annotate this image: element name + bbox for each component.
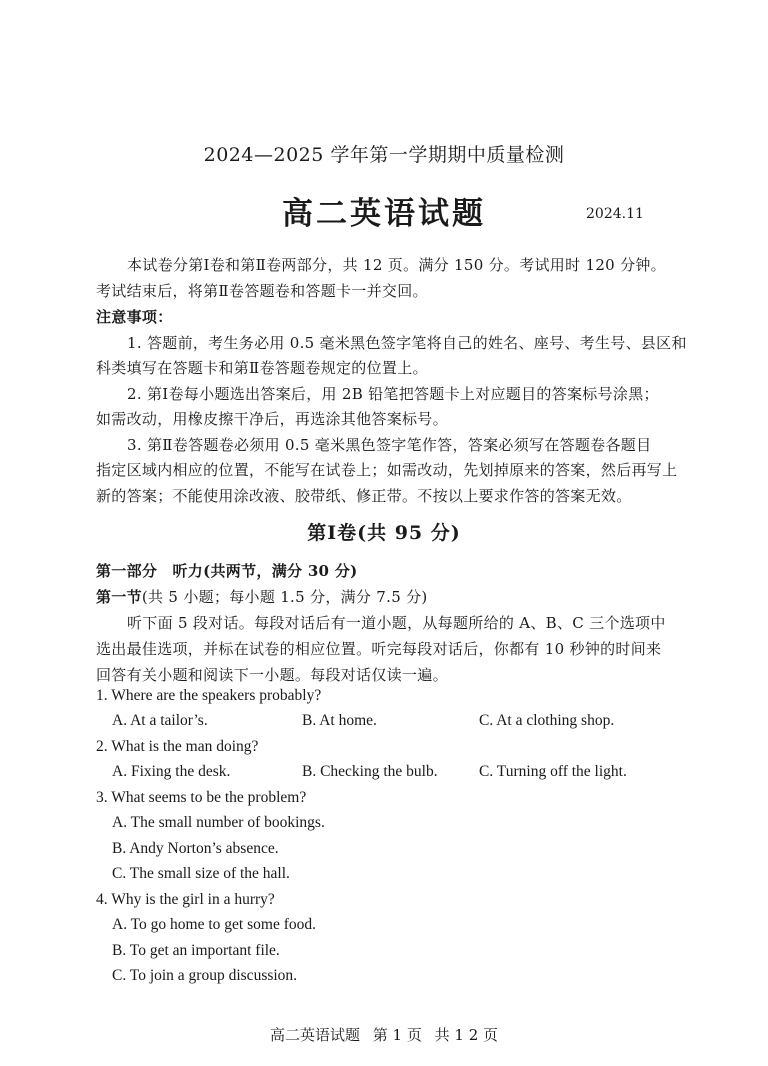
note-line: 新的答案；不能使用涂改液、胶带纸、修正带。不按以上要求作答的答案无效。 bbox=[96, 487, 632, 505]
directions-line: 听下面 5 段对话。每段对话后有一道小题，从每题所给的 A、B、C 三个选项中 bbox=[127, 614, 666, 632]
note-line: 3. 第Ⅱ卷答题卷必须用 0.5 毫米黑色签字笔作答，答案必须写在答题卷各题目 bbox=[127, 436, 652, 454]
question-stem: 4. Why is the girl in a hurry? bbox=[96, 891, 275, 908]
exam-date: 2024.11 bbox=[586, 206, 644, 222]
answer-option: C. At a clothing shop. bbox=[479, 712, 615, 729]
note-line: 科类填写在答题卡和第Ⅱ卷答题卷规定的位置上。 bbox=[96, 359, 428, 377]
note-line: 2. 第Ⅰ卷每小题选出答案后，用 2B 铅笔把答题卡上对应题目的答案标号涂黑； bbox=[127, 385, 659, 403]
answer-option: A. At a tailor’s. bbox=[112, 712, 208, 729]
section-title: 第Ⅰ卷(共 95 分) bbox=[307, 522, 461, 544]
answer-option: B. At home. bbox=[302, 712, 377, 729]
question-stem: 1. Where are the speakers probably? bbox=[96, 687, 322, 704]
question-stem: 3. What seems to be the problem? bbox=[96, 789, 307, 806]
page-footer bbox=[0, 1024, 768, 1045]
note-line: 如需改动，用橡皮擦干净后，再选涂其他答案标号。 bbox=[96, 410, 448, 428]
exam-title: 高二英语试题 bbox=[282, 196, 486, 232]
answer-option: C. The small size of the hall. bbox=[112, 865, 290, 882]
footer-exam-name: 高二英语试题 bbox=[269, 1026, 360, 1044]
notes-heading: 注意事项： bbox=[96, 308, 173, 326]
intro-line: 考试结束后，将第Ⅱ卷答题卷和答题卡一并交回。 bbox=[96, 282, 428, 300]
answer-option: C. To join a group discussion. bbox=[112, 967, 298, 984]
directions-line: 回答有关小题和阅读下一小题。每段对话仅读一遍。 bbox=[96, 666, 448, 684]
directions-line: 选出最佳选项，并标在试卷的相应位置。听完每段对话后，你都有 10 秒钟的时间来 bbox=[96, 640, 662, 658]
exam-subtitle: 2024—2025 学年第一学期期中质量检测 bbox=[203, 144, 565, 166]
note-line: 指定区域内相应的位置，不能写在试卷上；如需改动，先划掉原来的答案，然后再写上 bbox=[96, 461, 678, 479]
answer-option: B. To get an important file. bbox=[112, 942, 280, 959]
part-heading: 第一部分 听力(共两节，满分 30 分) bbox=[96, 562, 358, 580]
question-stem: 2. What is the man doing? bbox=[96, 738, 259, 755]
answer-option: B. Andy Norton’s absence. bbox=[112, 840, 279, 857]
answer-option: A. Fixing the desk. bbox=[112, 763, 231, 780]
footer-page-number: 第 1 页 bbox=[372, 1026, 422, 1044]
subsection-detail: (共 5 小题；每小题 1.5 分，满分 7.5 分) bbox=[141, 588, 428, 606]
subsection-label: 第一节 bbox=[96, 588, 142, 606]
subsection-heading bbox=[96, 586, 428, 607]
answer-option: A. To go home to get some food. bbox=[112, 916, 316, 933]
answer-option: B. Checking the bulb. bbox=[302, 763, 438, 780]
intro-line: 本试卷分第Ⅰ卷和第Ⅱ卷两部分，共 12 页。满分 150 分。考试用时 120 分钟。 bbox=[127, 256, 666, 274]
answer-option: A. The small number of bookings. bbox=[112, 814, 325, 831]
footer-page-total: 共 1 2 页 bbox=[434, 1026, 499, 1044]
answer-option: C. Turning off the light. bbox=[479, 763, 627, 780]
note-line: 1. 答题前，考生务必用 0.5 毫米黑色签字笔将自己的姓名、座号、考生号、县区和 bbox=[127, 334, 687, 352]
